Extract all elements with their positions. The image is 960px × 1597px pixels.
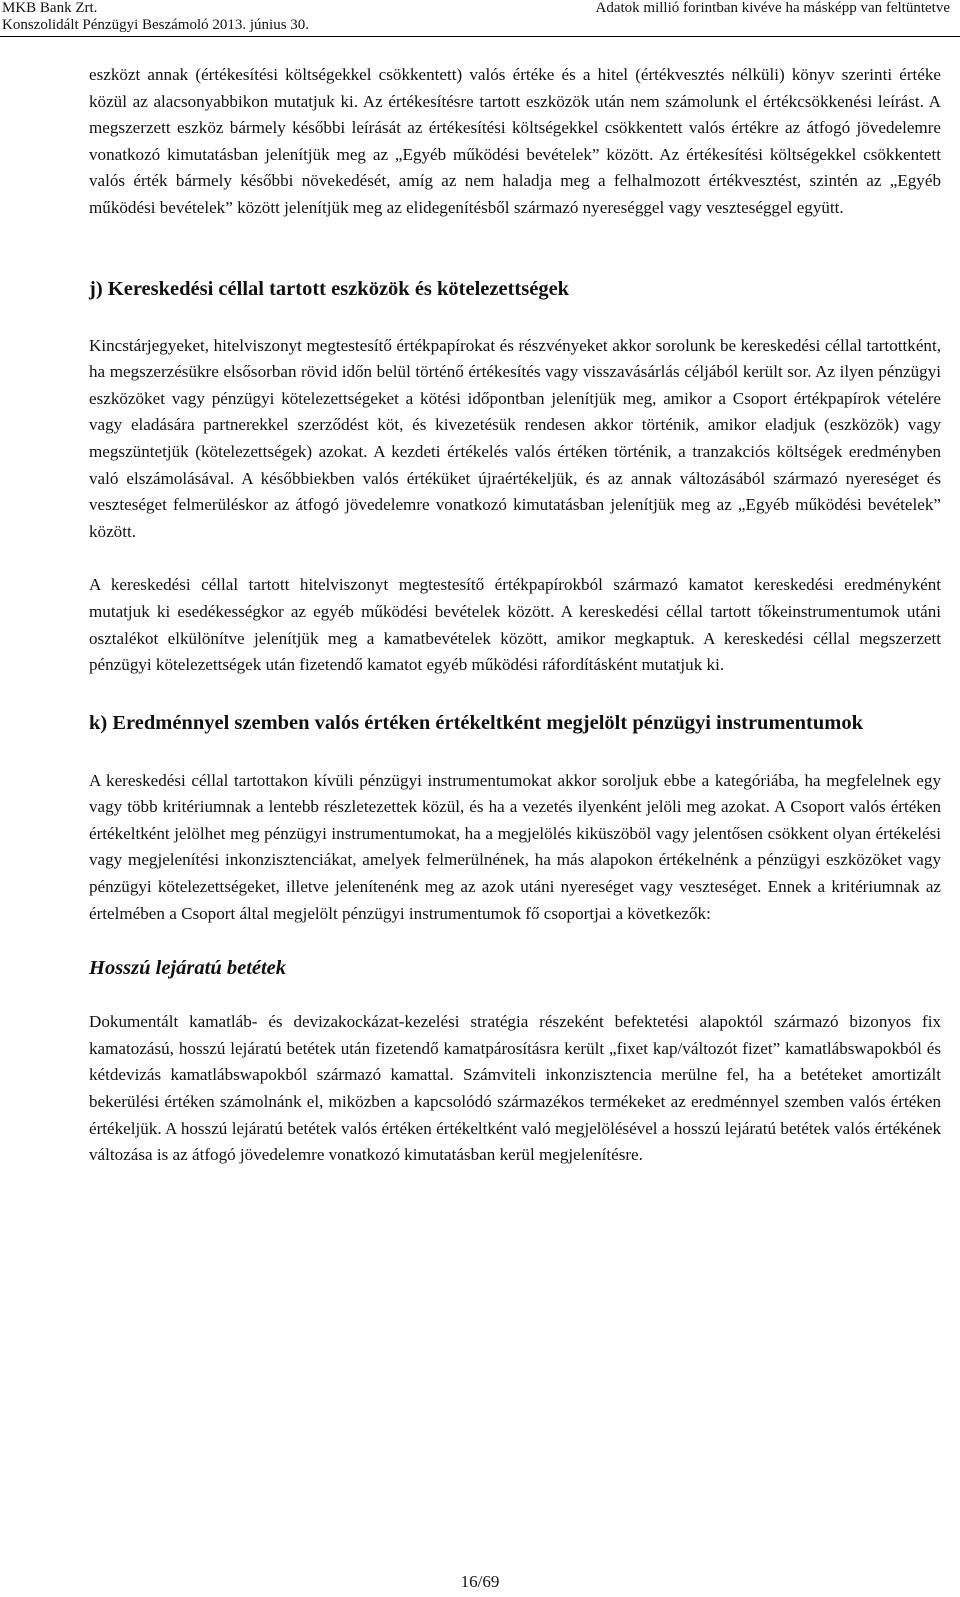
- section-heading-k: k) Eredménnyel szemben valós értéken értékeltként megjelölt pénzügyi instrumentumok: [89, 711, 863, 734]
- page-number: 16/69: [460, 1572, 500, 1591]
- header-units-note: Adatok millió forintban kivéve ha másképp van feltüntetve: [595, 0, 950, 16]
- section-k-paragraph-1: A kereskedési céllal tartottakon kívüli pénzügyi instrumentumokat akkor soroljuk ebbe a kategóriába, ha megfelelnek egy vagy több kritériumnak a lentebb részletezettek közül, és ha a vezetés ilyenként jelöli meg azokat. A Csoport valós értéken értékeltként jelölhet meg pénzügyi instrumentumokat, ha a megjelölés kiküszöböl vagy jelentősen csökkent olyan értékelési vagy megjelenítési inkonzisztenciákat, amelyek felmerülnének, ha más alapokon értékelnénk a pénzügyi eszközöket vagy pénzügyi kötelezettségeket, illetve jelenítenénk meg az azok utáni nyereséget vagy veszteséget. Ennek a kritériumnak az értelmében a Csoport által megjelölt pénzügyi instrumentumok fő csoportjai a következők:: [89, 770, 941, 923]
- page-header: [0, 0, 960, 36]
- intro-paragraph: eszközt annak (értékesítési költségekkel csökkentett) valós értéke és a hitel (értékvesztés nélküli) könyv szerinti értéke közül az alacsonyabbikon mutatjuk ki. Az értékesítésre tartott eszközök után nem számolunk el értékcsökkenési leírást. A megszerzett eszköz bármely későbbi leírását az értékesítési költségekkel csökkentett valós értékre az átfogó jövedelemre vonatkozó kimutatásban jelenítjük meg az „Egyéb működési bevételek” között. Az értékesítési költségekkel csökkentett valós érték bármely későbbi növekedését, amíg az nem haladja meg a felhalmozott értékvesztést, szintén az „Egyéb működési bevételek” között jelenítjük meg az elidegenítésből származó nyereséggel vagy veszteséggel együtt.: [89, 65, 941, 217]
- section-j-paragraph-1: Kincstárjegyeket, hitelviszonyt megtestesítő értékpapírokat és részvényeket akkor sorolunk be kereskedési céllal tartottként, ha megszerzésükre elsősorban rövid időn belül történő értékesítés vagy visszavásárlás céljából került sor. Az ilyen pénzügyi eszközöket vagy pénzügyi kötelezettségeket a kötési időpontban jelenítjük meg, amikor a Csoport értékpapírok vételére vagy eladására partnerekkel szerződést köt, és kivezetésük rendesen akkor történik, amikor eladjuk (eszközök) vagy megszüntetjük (kötelezettségek) azokat. A kezdeti értékelés valós értéken történik, a tranzakciós költségek eredményben való elszámolásával. A későbbiekben valós értéküket újraértékeljük, és az annak változásából származó nyereséget és veszteséget felmerüléskor az átfogó jövedelemre vonatkozó kimutatásban jelenítjük meg az „Egyéb működési bevételek” között.: [89, 335, 941, 541]
- section-heading-j: j) Kereskedési céllal tartott eszközök és kötelezettségek: [89, 277, 570, 300]
- section-k-subheading: Hosszú lejáratú betétek: [89, 957, 287, 980]
- document-body: [89, 62, 941, 1169]
- header-right-block: [596, 0, 951, 17]
- header-left-block: [2, 0, 309, 34]
- header-company-name: MKB Bank Zrt.: [2, 0, 98, 16]
- header-report-title: Konszolidált Pénzügyi Beszámoló 2013. június 30.: [2, 17, 310, 33]
- section-j-paragraph-2: A kereskedési céllal tartott hitelviszonyt megtestesítő értékpapírokból származó kamatot kereskedési eredményként mutatjuk ki esedékességkor az egyéb működési bevételek között. A kereskedési céllal tartott tőkeinstrumentumok utáni osztalékot elkülönítve jelenítjük meg a kamatbevételek között, amikor megkaptuk. A kereskedési céllal megszerzett pénzügyi kötelezettségek után fizetendő kamatot egyéb működési ráfordításként mutatjuk ki.: [89, 575, 941, 675]
- header-divider: [0, 36, 960, 37]
- section-k-paragraph-2: Dokumentált kamatláb- és devizakockázat-kezelési stratégia részeként befektetési alapoktól származó bizonyos fix kamatozású, hosszú lejáratú betétek után fizetendő kamatpárosításra került „fixet kap/változót fizet” kamatlábswapokból és kétdevizás kamatlábswapokból származó kamattal. Számviteli inkonzisztencia merülne fel, ha a betéteket amortizált bekerülési értéken számolnánk el, miközben a kapcsolódó származékos termékeket az eredménnyel szemben valós értéken értékeljük. A hosszú lejáratú betétek valós értéken értékeltként való megjelölésével a hosszú lejáratú betétek valós értékének változása is az átfogó jövedelemre vonatkozó kimutatásban kerül megjelenítésre.: [89, 1012, 941, 1165]
